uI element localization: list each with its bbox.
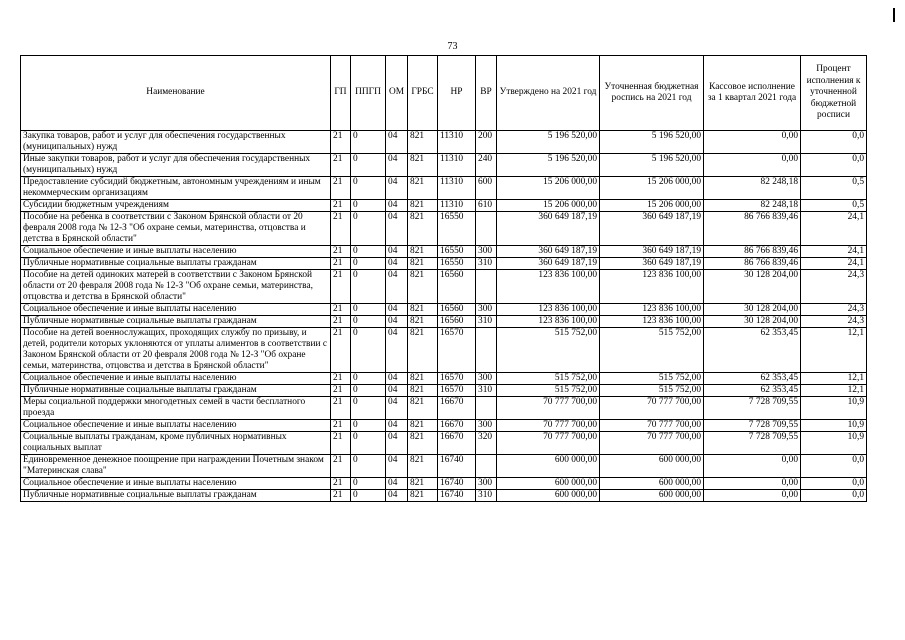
cell-gp: 21	[331, 200, 351, 212]
cell-cash: 7 728 709,55	[704, 420, 801, 432]
cell-percent: 24,1	[801, 246, 867, 258]
cell-approved: 15 206 000,00	[497, 200, 600, 212]
table-row	[21, 373, 867, 385]
cell-revised: 600 000,00	[600, 478, 704, 490]
cell-vr: 310	[476, 385, 497, 397]
table-row	[21, 177, 867, 200]
cell-gp: 21	[331, 131, 351, 154]
cell-approved: 600 000,00	[497, 455, 600, 478]
cell-approved: 123 836 100,00	[497, 304, 600, 316]
cell-name: Пособие на ребенка в соответствии с Законом Брянской области от 20 февраля 2008 года № 12-З "Об охране семьи, материнства, отцовства и детства в Брянской области"	[21, 212, 331, 246]
cell-percent: 10,9	[801, 397, 867, 420]
cell-grbs: 821	[408, 270, 438, 304]
cell-om: 04	[386, 478, 408, 490]
cell-grbs: 821	[408, 200, 438, 212]
cell-ppgp: 0	[351, 385, 386, 397]
cell-grbs: 821	[408, 177, 438, 200]
cell-cash: 62 353,45	[704, 385, 801, 397]
cell-vr: 300	[476, 304, 497, 316]
cell-grbs: 821	[408, 258, 438, 270]
cell-gp: 21	[331, 270, 351, 304]
table-row	[21, 432, 867, 455]
cell-ppgp: 0	[351, 258, 386, 270]
cell-name: Пособие на детей военнослужащих, проходящих службу по призыву, и детей, родители которых уклоняются от уплаты алиментов в соответствии с Законом Брянской области от 20 февраля 2008 года № 12-З "Об охране семьи, материнства, отцовства и детства в Брянской области"	[21, 328, 331, 373]
cell-ppgp: 0	[351, 420, 386, 432]
cell-om: 04	[386, 420, 408, 432]
table-row	[21, 385, 867, 397]
cell-percent: 0,0	[801, 478, 867, 490]
cell-approved: 515 752,00	[497, 373, 600, 385]
cell-om: 04	[386, 397, 408, 420]
cell-vr: 300	[476, 420, 497, 432]
cell-percent: 10,9	[801, 432, 867, 455]
cell-approved: 5 196 520,00	[497, 154, 600, 177]
cell-name: Публичные нормативные социальные выплаты гражданам	[21, 385, 331, 397]
cell-name: Меры социальной поддержки многодетных семей в части бесплатного проезда	[21, 397, 331, 420]
cell-revised: 5 196 520,00	[600, 131, 704, 154]
cell-np: 16740	[438, 478, 476, 490]
cell-cash: 0,00	[704, 154, 801, 177]
cell-name: Социальное обеспечение и иные выплаты населению	[21, 246, 331, 258]
cell-name: Социальное обеспечение и иные выплаты населению	[21, 304, 331, 316]
cell-cash: 82 248,18	[704, 177, 801, 200]
cell-vr	[476, 212, 497, 246]
table-row	[21, 455, 867, 478]
cell-gp: 21	[331, 432, 351, 455]
cell-np: 16550	[438, 246, 476, 258]
cell-om: 04	[386, 385, 408, 397]
page-number: 73	[447, 41, 458, 52]
cell-vr: 310	[476, 490, 497, 502]
cell-cash: 86 766 839,46	[704, 258, 801, 270]
cell-name: Закупка товаров, работ и услуг для обеспечения государственных (муниципальных) нужд	[21, 131, 331, 154]
cell-approved: 600 000,00	[497, 490, 600, 502]
cell-grbs: 821	[408, 455, 438, 478]
cell-name: Публичные нормативные социальные выплаты гражданам	[21, 258, 331, 270]
cell-revised: 360 649 187,19	[600, 258, 704, 270]
cell-np: 16570	[438, 328, 476, 373]
cell-cash: 62 353,45	[704, 373, 801, 385]
cell-revised: 15 206 000,00	[600, 177, 704, 200]
cell-name: Единовременное денежное поощрение при награждении Почетным знаком "Материнская слава"	[21, 455, 331, 478]
cell-om: 04	[386, 490, 408, 502]
table-row	[21, 304, 867, 316]
cell-ppgp: 0	[351, 200, 386, 212]
cell-cash: 0,00	[704, 478, 801, 490]
cell-cash: 0,00	[704, 131, 801, 154]
cell-om: 04	[386, 373, 408, 385]
table-row	[21, 397, 867, 420]
cell-approved: 123 836 100,00	[497, 270, 600, 304]
cell-grbs: 821	[408, 304, 438, 316]
cell-om: 04	[386, 258, 408, 270]
cell-om: 04	[386, 432, 408, 455]
cell-approved: 360 649 187,19	[497, 258, 600, 270]
cell-gp: 21	[331, 258, 351, 270]
cell-vr: 310	[476, 258, 497, 270]
cell-cash: 30 128 204,00	[704, 304, 801, 316]
cell-vr: 240	[476, 154, 497, 177]
cell-np: 16570	[438, 373, 476, 385]
cell-np: 16670	[438, 432, 476, 455]
cell-gp: 21	[331, 397, 351, 420]
cell-ppgp: 0	[351, 432, 386, 455]
cell-revised: 360 649 187,19	[600, 246, 704, 258]
cell-percent: 12,1	[801, 328, 867, 373]
cell-np: 11310	[438, 177, 476, 200]
cell-ppgp: 0	[351, 316, 386, 328]
scan-edge-mark	[893, 8, 895, 22]
cell-grbs: 821	[408, 385, 438, 397]
cell-ppgp: 0	[351, 270, 386, 304]
cell-np: 16560	[438, 304, 476, 316]
cell-np: 16560	[438, 316, 476, 328]
cell-cash: 0,00	[704, 490, 801, 502]
cell-cash: 62 353,45	[704, 328, 801, 373]
cell-np: 16670	[438, 397, 476, 420]
cell-np: 11310	[438, 154, 476, 177]
header-om: ОМ	[386, 56, 408, 131]
cell-om: 04	[386, 455, 408, 478]
cell-percent: 12,1	[801, 385, 867, 397]
cell-ppgp: 0	[351, 328, 386, 373]
cell-grbs: 821	[408, 212, 438, 246]
table-row	[21, 328, 867, 373]
cell-grbs: 821	[408, 373, 438, 385]
cell-percent: 0,0	[801, 154, 867, 177]
table-row	[21, 200, 867, 212]
cell-revised: 123 836 100,00	[600, 270, 704, 304]
cell-ppgp: 0	[351, 397, 386, 420]
cell-cash: 30 128 204,00	[704, 270, 801, 304]
cell-om: 04	[386, 328, 408, 373]
cell-vr: 300	[476, 246, 497, 258]
header-grbs: ГРБС	[408, 56, 438, 131]
cell-grbs: 821	[408, 432, 438, 455]
cell-revised: 5 196 520,00	[600, 154, 704, 177]
cell-cash: 0,00	[704, 455, 801, 478]
header-percent: Процент исполнения к уточненной бюджетной росписи	[801, 56, 867, 131]
cell-ppgp: 0	[351, 455, 386, 478]
cell-revised: 123 836 100,00	[600, 316, 704, 328]
cell-revised: 515 752,00	[600, 373, 704, 385]
cell-cash: 86 766 839,46	[704, 212, 801, 246]
cell-name: Публичные нормативные социальные выплаты гражданам	[21, 316, 331, 328]
cell-ppgp: 0	[351, 478, 386, 490]
cell-ppgp: 0	[351, 490, 386, 502]
cell-gp: 21	[331, 154, 351, 177]
cell-approved: 70 777 700,00	[497, 432, 600, 455]
cell-approved: 515 752,00	[497, 328, 600, 373]
cell-revised: 360 649 187,19	[600, 212, 704, 246]
cell-revised: 15 206 000,00	[600, 200, 704, 212]
cell-grbs: 821	[408, 397, 438, 420]
cell-np: 16550	[438, 258, 476, 270]
header-np: НР	[438, 56, 476, 131]
cell-percent: 0,0	[801, 131, 867, 154]
cell-revised: 70 777 700,00	[600, 397, 704, 420]
cell-cash: 82 248,18	[704, 200, 801, 212]
cell-om: 04	[386, 212, 408, 246]
cell-revised: 515 752,00	[600, 328, 704, 373]
cell-percent: 12,1	[801, 373, 867, 385]
cell-om: 04	[386, 246, 408, 258]
cell-gp: 21	[331, 478, 351, 490]
cell-ppgp: 0	[351, 177, 386, 200]
header-name: Наименование	[21, 56, 331, 131]
cell-vr: 300	[476, 373, 497, 385]
cell-name: Социальное обеспечение и иные выплаты населению	[21, 478, 331, 490]
cell-approved: 360 649 187,19	[497, 246, 600, 258]
cell-ppgp: 0	[351, 246, 386, 258]
cell-revised: 600 000,00	[600, 455, 704, 478]
cell-ppgp: 0	[351, 304, 386, 316]
cell-vr: 300	[476, 478, 497, 490]
cell-percent: 24,3	[801, 304, 867, 316]
cell-approved: 15 206 000,00	[497, 177, 600, 200]
cell-approved: 70 777 700,00	[497, 397, 600, 420]
cell-name: Иные закупки товаров, работ и услуг для обеспечения государственных (муниципальных) нужд	[21, 154, 331, 177]
cell-gp: 21	[331, 420, 351, 432]
cell-cash: 86 766 839,46	[704, 246, 801, 258]
cell-vr: 320	[476, 432, 497, 455]
cell-percent: 24,1	[801, 212, 867, 246]
cell-np: 11310	[438, 131, 476, 154]
cell-np: 16550	[438, 212, 476, 246]
cell-gp: 21	[331, 212, 351, 246]
table-row	[21, 131, 867, 154]
cell-ppgp: 0	[351, 154, 386, 177]
cell-name: Социальное обеспечение и иные выплаты населению	[21, 420, 331, 432]
cell-om: 04	[386, 270, 408, 304]
cell-approved: 515 752,00	[497, 385, 600, 397]
cell-gp: 21	[331, 316, 351, 328]
cell-name: Пособие на детей одиноких матерей в соответствии с Законом Брянской области от 20 февраля 2008 года № 12-З "Об охране семьи, материнства, отцовства и детства в Брянской области"	[21, 270, 331, 304]
budget-execution-table	[20, 55, 867, 502]
cell-om: 04	[386, 154, 408, 177]
header-ppgp: ППГП	[351, 56, 386, 131]
cell-om: 04	[386, 131, 408, 154]
cell-revised: 515 752,00	[600, 385, 704, 397]
cell-vr: 600	[476, 177, 497, 200]
cell-gp: 21	[331, 490, 351, 502]
cell-name: Субсидии бюджетным учреждениям	[21, 200, 331, 212]
cell-np: 16740	[438, 455, 476, 478]
cell-grbs: 821	[408, 478, 438, 490]
cell-revised: 70 777 700,00	[600, 432, 704, 455]
table-body	[21, 131, 867, 502]
cell-name: Предоставление субсидий бюджетным, автономным учреждениям и иным некоммерческим организациям	[21, 177, 331, 200]
cell-ppgp: 0	[351, 212, 386, 246]
cell-cash: 30 128 204,00	[704, 316, 801, 328]
cell-grbs: 821	[408, 246, 438, 258]
table-row	[21, 154, 867, 177]
table-row	[21, 478, 867, 490]
cell-percent: 24,3	[801, 316, 867, 328]
header-gp: ГП	[331, 56, 351, 131]
header-vr: ВР	[476, 56, 497, 131]
cell-name: Публичные нормативные социальные выплаты гражданам	[21, 490, 331, 502]
table-header-row	[21, 56, 867, 131]
cell-om: 04	[386, 304, 408, 316]
table-row	[21, 420, 867, 432]
cell-approved: 5 196 520,00	[497, 131, 600, 154]
cell-name: Социальные выплаты гражданам, кроме публичных нормативных социальных выплат	[21, 432, 331, 455]
cell-name: Социальное обеспечение и иные выплаты населению	[21, 373, 331, 385]
cell-approved: 600 000,00	[497, 478, 600, 490]
cell-revised: 70 777 700,00	[600, 420, 704, 432]
cell-gp: 21	[331, 373, 351, 385]
cell-grbs: 821	[408, 154, 438, 177]
cell-cash: 7 728 709,55	[704, 397, 801, 420]
table-row	[21, 316, 867, 328]
table-row	[21, 490, 867, 502]
cell-approved: 123 836 100,00	[497, 316, 600, 328]
header-approved: Утверждено на 2021 год	[497, 56, 600, 131]
cell-approved: 70 777 700,00	[497, 420, 600, 432]
cell-np: 16740	[438, 490, 476, 502]
cell-vr: 200	[476, 131, 497, 154]
cell-vr	[476, 270, 497, 304]
cell-percent: 10,9	[801, 420, 867, 432]
cell-gp: 21	[331, 385, 351, 397]
table-row	[21, 212, 867, 246]
cell-percent: 0,5	[801, 177, 867, 200]
cell-np: 11310	[438, 200, 476, 212]
cell-revised: 600 000,00	[600, 490, 704, 502]
cell-grbs: 821	[408, 490, 438, 502]
cell-grbs: 821	[408, 131, 438, 154]
cell-grbs: 821	[408, 316, 438, 328]
cell-vr	[476, 328, 497, 373]
cell-percent: 24,3	[801, 270, 867, 304]
header-cash: Кассовое исполнение за 1 квартал 2021 года	[704, 56, 801, 131]
cell-gp: 21	[331, 455, 351, 478]
cell-ppgp: 0	[351, 373, 386, 385]
cell-percent: 0,0	[801, 455, 867, 478]
cell-grbs: 821	[408, 420, 438, 432]
table-row	[21, 258, 867, 270]
cell-cash: 7 728 709,55	[704, 432, 801, 455]
cell-gp: 21	[331, 177, 351, 200]
table-row	[21, 270, 867, 304]
cell-gp: 21	[331, 328, 351, 373]
cell-gp: 21	[331, 304, 351, 316]
cell-np: 16570	[438, 385, 476, 397]
cell-om: 04	[386, 316, 408, 328]
cell-om: 04	[386, 200, 408, 212]
cell-revised: 123 836 100,00	[600, 304, 704, 316]
cell-ppgp: 0	[351, 131, 386, 154]
cell-vr: 310	[476, 316, 497, 328]
cell-vr	[476, 455, 497, 478]
cell-vr	[476, 397, 497, 420]
cell-vr: 610	[476, 200, 497, 212]
cell-approved: 360 649 187,19	[497, 212, 600, 246]
header-revised: Уточненная бюджетная роспись на 2021 год	[600, 56, 704, 131]
cell-om: 04	[386, 177, 408, 200]
cell-percent: 24,1	[801, 258, 867, 270]
cell-grbs: 821	[408, 328, 438, 373]
table-row	[21, 246, 867, 258]
cell-gp: 21	[331, 246, 351, 258]
cell-np: 16560	[438, 270, 476, 304]
cell-percent: 0,5	[801, 200, 867, 212]
cell-percent: 0,0	[801, 490, 867, 502]
cell-np: 16670	[438, 420, 476, 432]
